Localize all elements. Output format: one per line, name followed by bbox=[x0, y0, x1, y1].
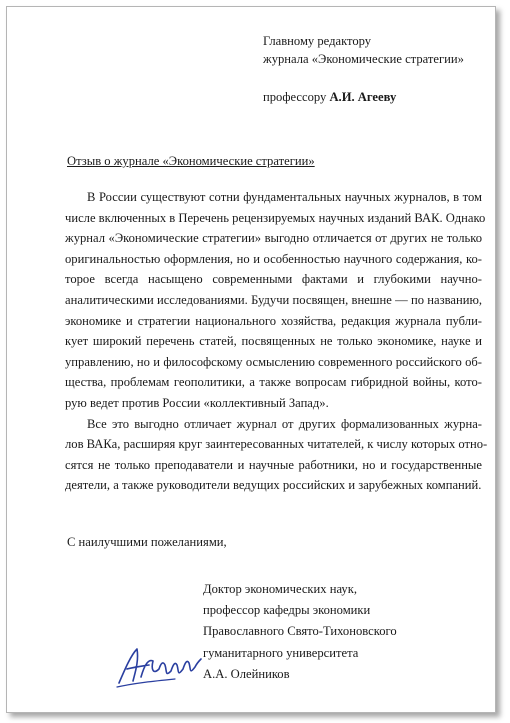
addressee-surname: А.И. Агееву bbox=[329, 90, 397, 104]
p1-line: числе включенных в Перечень рецензируемых научных изданий ВАК. Однако bbox=[65, 210, 486, 225]
p2-line: Все это выгодно отличает журнал от других формализованных журна- bbox=[87, 416, 482, 431]
signatory-degree: Доктор экономических наук, bbox=[203, 582, 357, 596]
p1-line: аналитическими исследованиями. Будучи посвящен, внешне — по названию, bbox=[65, 292, 482, 307]
p1-line: щества, проблемам геополитики, а также вопросам гибридной войны, кото- bbox=[65, 375, 482, 390]
closing-line: С наилучшими пожеланиями, bbox=[67, 535, 227, 549]
addressee-journal: журнала «Экономические стратегии» bbox=[263, 52, 464, 66]
letter-body bbox=[65, 187, 488, 496]
addressee-title: Главному редактору bbox=[263, 34, 372, 48]
addressee-name bbox=[263, 90, 396, 105]
addressee-prefix: профессору bbox=[263, 90, 330, 104]
p1-line: рую ведет против России «коллективный Запад». bbox=[65, 395, 329, 410]
paragraph-2 bbox=[65, 414, 488, 496]
p1-line: торое всегда насыщено современными фактами и глубокими научно- bbox=[65, 272, 482, 287]
p1-line: оригинальностью оформления, но и особенностью научного содержания, ко- bbox=[65, 251, 482, 266]
signatory-university: Православного Свято-Тихоновского bbox=[203, 624, 397, 638]
p1-line: В России существуют сотни фундаментальных научных журналов, в том bbox=[87, 190, 482, 204]
p2-line: сятся не только преподаватели и научные работники, но и государственные bbox=[65, 457, 482, 472]
p1-line: кует широкий перечень статей, посвященных не только экономике, науке и bbox=[65, 334, 482, 349]
signatory-name: А.А. Олейников bbox=[203, 667, 290, 681]
handwritten-signature-icon bbox=[115, 639, 205, 691]
paragraph-1 bbox=[65, 187, 486, 414]
p1-line: управлению, но и философскому осмыслению современного российского об- bbox=[65, 354, 482, 369]
p2-line: лов ВАКа, расширяя круг заинтересованных читателей, к числу которых отно- bbox=[65, 437, 488, 452]
p1-line: экономике и стратегии национального хозяйства, редакция журнала публи- bbox=[65, 313, 482, 328]
p2-line: деятели, а также руководители ведущих российских и зарубежных компаний. bbox=[65, 478, 482, 493]
p1-line: журнал «Экономические стратегии» выгодно отличается от других не только bbox=[65, 231, 482, 246]
signatory-university-2: гуманитарного университета bbox=[203, 646, 359, 660]
letter-page bbox=[6, 6, 496, 713]
signatory-position: профессор кафедры экономики bbox=[203, 603, 371, 617]
letter-subject: Отзыв о журнале «Экономические стратегии» bbox=[67, 154, 315, 168]
